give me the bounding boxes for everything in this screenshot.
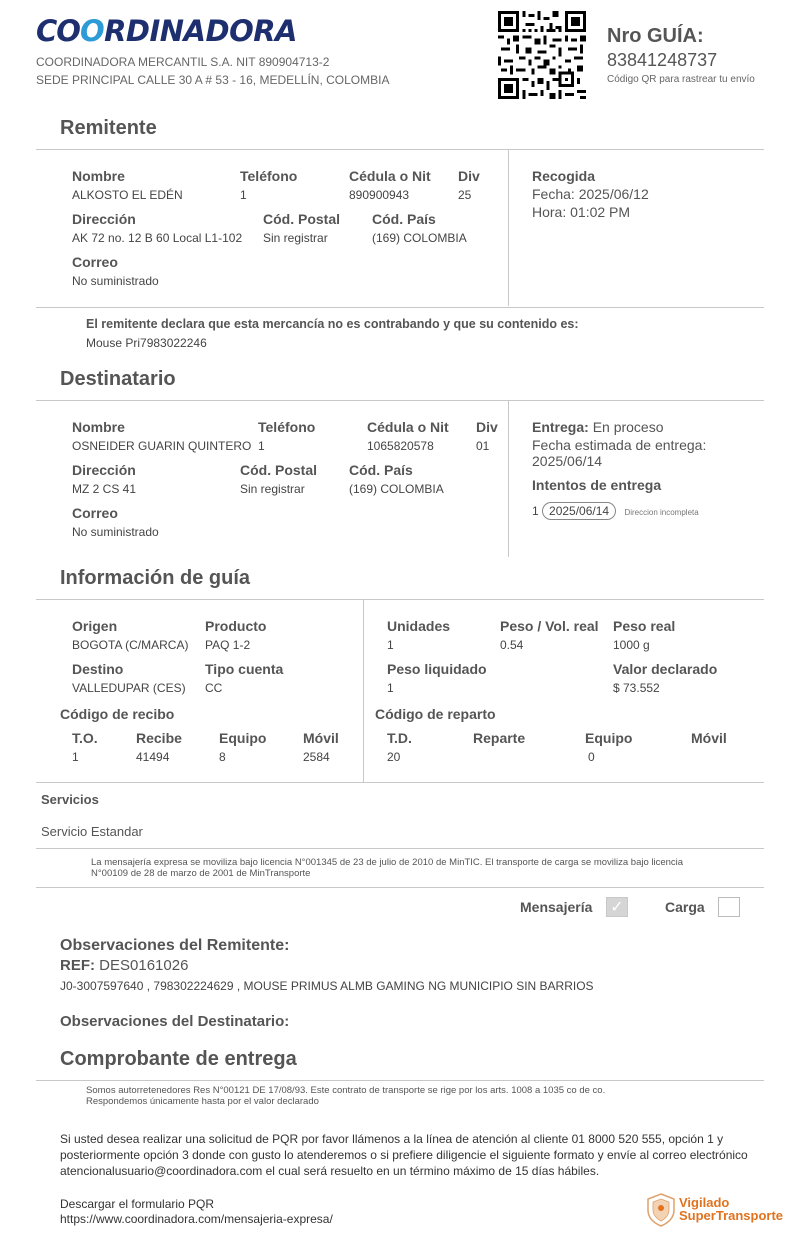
destinatario-div: 01 [476, 439, 490, 453]
destinatario-direccion-label: Dirección [72, 462, 136, 478]
remitente-postal-label: Cód. Postal [263, 211, 341, 227]
comprobante-title: Comprobante de entrega [60, 1048, 297, 1070]
recogida-hora: Hora: 01:02 PM [532, 204, 631, 220]
destinatario-pais-label: Cód. País [349, 462, 413, 478]
guia-number: 83841248737 [607, 50, 718, 70]
peso-liquidado-label: Peso liquidado [387, 661, 487, 677]
divider [508, 401, 509, 557]
ref-label: REF: [60, 957, 95, 974]
destinatario-nombre: OSNEIDER GUARIN QUINTERO [72, 439, 252, 453]
remitente-cedula: 890900943 [349, 188, 410, 202]
peso-real-label: Peso real [613, 618, 676, 634]
divider [363, 600, 364, 782]
remitente-nombre-label: Nombre [72, 168, 125, 184]
company-address: SEDE PRINCIPAL CALLE 30 A # 53 - 16, MEDELLÍN, COLOMBIA [36, 73, 390, 87]
remitente-nombre: ALKOSTO EL EDÉN [72, 188, 183, 202]
obs-remitente-title: Observaciones del Remitente: [60, 937, 290, 954]
destinatario-correo-label: Correo [72, 505, 118, 521]
company-name: COORDINADORA MERCANTIL S.A. NIT 890904713-2 [36, 55, 330, 69]
recibo-movil-label: Móvil [303, 730, 339, 746]
remitente-direccion: AK 72 no. 12 B 60 Local L1-102 [72, 231, 243, 245]
pqr-paragraph: Si usted desea realizar una solicitud de PQR por favor llámenos a la línea de atención al cliente 01 8000 520 555, opción 1 y posteriormente opción 3 donde con gusto lo atenderemos o si prefiere diligencie el siguiente formato y envíe al correo electrónico atencionalusuario@coordinadora.com el cual será resuelto en un término máximo de 15 días hábiles. [60, 1132, 748, 1178]
destinatario-telefono-label: Teléfono [258, 419, 316, 435]
autorretenedores-note: Somos autorretenedores Res N°00121 DE 17/08/93. Este contrato de transporte se rige por los arts. 1008 a 1035 co de co. [86, 1085, 606, 1096]
destinatario-cedula-label: Cédula o Nit [367, 419, 449, 435]
recibo-to-label: T.O. [72, 730, 98, 746]
obs-destinatario-title: Observaciones del Destinatario: [60, 1013, 290, 1030]
remitente-div-label: Div [458, 168, 480, 184]
remitente-telefono-label: Teléfono [240, 168, 298, 184]
producto: PAQ 1-2 [205, 638, 251, 652]
coordinadora-logo: COORDINADORA [36, 14, 298, 48]
recibo-equipo-label: Equipo [219, 730, 267, 746]
carga-label: Carga [665, 899, 705, 915]
reparte-label: Reparte [473, 730, 526, 746]
divider [36, 307, 764, 308]
recogida-label: Recogida [532, 168, 596, 184]
remitente-div: 25 [458, 188, 472, 202]
ref-value: DES0161026 [99, 957, 189, 974]
destinatario-postal: Sin registrar [240, 482, 305, 496]
destinatario-cedula: 1065820578 [367, 439, 434, 453]
recibo-equipo: 8 [219, 750, 226, 764]
reparto-equipo: 0 [588, 750, 595, 764]
divider [36, 400, 764, 401]
remitente-cedula-label: Cédula o Nit [349, 168, 431, 184]
supertransporte-text: SuperTransporte [679, 1208, 784, 1223]
fecha-estimada-label: Fecha estimada de entrega: [532, 437, 707, 453]
remitente-pais-label: Cód. País [372, 211, 436, 227]
destinatario-telefono: 1 [258, 439, 265, 453]
supertransporte-shield-icon [646, 1193, 676, 1227]
remitente-direccion-label: Dirección [72, 211, 136, 227]
intento-note: Direccion incompleta [624, 508, 699, 517]
peso-vol: 0.54 [500, 638, 524, 652]
remitente-title: Remitente [60, 117, 157, 139]
divider [508, 150, 509, 306]
codigo-recibo-title: Código de recibo [60, 706, 175, 722]
destino-label: Destino [72, 661, 124, 677]
divider [36, 782, 764, 783]
remitente-telefono: 1 [240, 188, 247, 202]
peso-liquidado: 1 [387, 681, 394, 695]
remitente-correo: No suministrado [72, 274, 159, 288]
divider [36, 1080, 764, 1081]
divider [36, 149, 764, 150]
licencia-note: La mensajería expresa se moviliza bajo licencia N°001345 de 23 de julio de 2010 de MinTIC. El transporte de carga se moviliza bajo licencia N°00109 de 28 de marzo de 2001 de MinTransporte [91, 857, 684, 879]
mensajeria-checkbox[interactable]: ✓ [606, 897, 628, 917]
destinatario-correo: No suministrado [72, 525, 159, 539]
destinatario-postal-label: Cód. Postal [240, 462, 318, 478]
origen: BOGOTA (C/MARCA) [72, 638, 189, 652]
entrega-status-line [532, 419, 664, 435]
tipo-cuenta: CC [205, 681, 223, 695]
tipo-cuenta-label: Tipo cuenta [205, 661, 284, 677]
remitente-correo-label: Correo [72, 254, 118, 270]
recogida-fecha: Fecha: 2025/06/12 [532, 186, 649, 202]
intentos-label: Intentos de entrega [532, 477, 662, 493]
valor-declarado-label: Valor declarado [613, 661, 718, 677]
divider [36, 887, 764, 888]
remitente-pais: (169) COLOMBIA [372, 231, 467, 245]
divider [36, 599, 764, 600]
tracking-qr-code[interactable] [498, 11, 586, 99]
producto-label: Producto [205, 618, 267, 634]
peso-real: 1000 g [613, 638, 650, 652]
pqr-link[interactable]: https://www.coordinadora.com/mensajeria-expresa/ [60, 1212, 333, 1226]
intento-date-pill: 2025/06/14 [542, 502, 616, 520]
unidades: 1 [387, 638, 394, 652]
reparto-movil-label: Móvil [691, 730, 727, 746]
destinatario-pais: (169) COLOMBIA [349, 482, 444, 496]
remitente-postal: Sin registrar [263, 231, 328, 245]
intento-number: 1 [532, 504, 539, 518]
vigilado-text: Vigilado [679, 1195, 730, 1210]
obs-detalle: J0-3007597640 , 798302224629 , MOUSE PRIMUS ALMB GAMING NG MUNICIPIO SIN BARRIOS [60, 979, 594, 993]
destinatario-div-label: Div [476, 419, 498, 435]
fecha-estimada: 2025/06/14 [532, 453, 603, 469]
descargar-text: Descargar el formulario PQR [60, 1197, 215, 1211]
servicio-value: Servicio Estandar [41, 824, 143, 839]
ref-line [60, 957, 188, 974]
entrega-status: En proceso [592, 419, 664, 435]
destinatario-direccion: MZ 2 CS 41 [72, 482, 137, 496]
qr-caption: Código QR para rastrear tu envío [607, 74, 755, 85]
servicios-label: Servicios [41, 792, 99, 807]
valor-declarado-note: Respondemos únicamente hasta por el valor declarado [86, 1096, 319, 1107]
destinatario-title: Destinatario [60, 368, 176, 390]
declaracion-contenido: Mouse Pri7983022246 [86, 336, 207, 350]
destinatario-nombre-label: Nombre [72, 419, 125, 435]
reparto-td-label: T.D. [387, 730, 412, 746]
peso-vol-label: Peso / Vol. real [500, 618, 599, 634]
divider [36, 848, 764, 849]
recibe: 41494 [136, 750, 170, 764]
guia-label: Nro GUÍA: [607, 25, 704, 47]
carga-checkbox[interactable] [718, 897, 740, 917]
intento-row [532, 502, 699, 520]
recibo-to: 1 [72, 750, 79, 764]
guia-info-title: Información de guía [60, 567, 251, 589]
codigo-reparto-title: Código de reparto [375, 706, 496, 722]
unidades-label: Unidades [387, 618, 451, 634]
origen-label: Origen [72, 618, 118, 634]
valor-declarado: $ 73.552 [613, 681, 660, 695]
recibo-movil: 2584 [303, 750, 330, 764]
destino: VALLEDUPAR (CES) [72, 681, 186, 695]
entrega-label: Entrega: [532, 419, 589, 435]
mensajeria-label: Mensajería [520, 899, 593, 915]
reparto-td: 20 [387, 750, 401, 764]
declaracion-text: El remitente declara que esta mercancía no es contrabando y que su contenido es: [86, 317, 579, 331]
reparto-equipo-label: Equipo [585, 730, 633, 746]
recibe-label: Recibe [136, 730, 182, 746]
